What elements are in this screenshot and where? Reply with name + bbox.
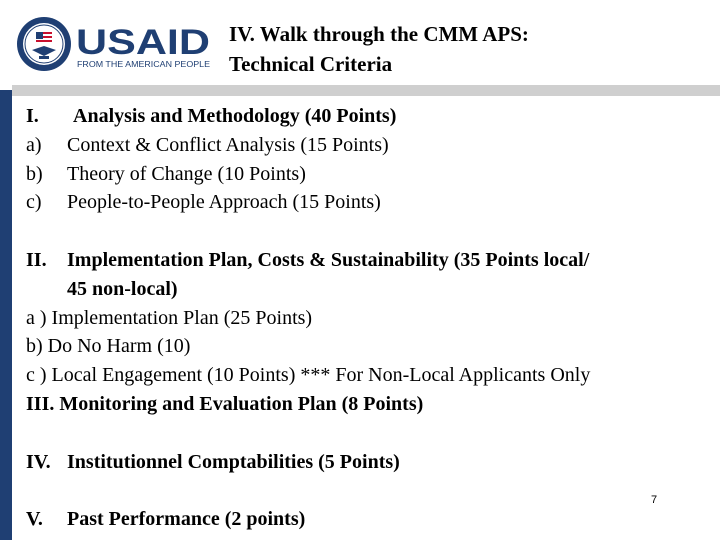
slide-title — [229, 19, 529, 79]
title-line-1: IV. Walk through the CMM APS: — [229, 22, 529, 46]
spacer — [26, 476, 716, 505]
section-2-item-c: c ) Local Engagement (10 Points) *** For Non-Local Applicants Only — [26, 364, 591, 387]
item-marker: c) — [26, 191, 42, 214]
section-4-label: Institutionnel Comptabilities (5 Points) — [67, 450, 400, 473]
spacer — [26, 419, 716, 448]
section-4-heading — [26, 448, 716, 477]
section-5-marker: V. — [26, 508, 43, 531]
spacer — [26, 217, 716, 246]
section-5-heading — [26, 505, 716, 534]
header-rule — [12, 85, 720, 96]
usaid-seal-icon — [17, 17, 71, 71]
item-label: Theory of Change (10 Points) — [67, 162, 306, 185]
section-2-label-line-2: 45 non-local) — [67, 277, 178, 300]
criteria-list — [26, 102, 716, 534]
section-1-label: Analysis and Methodology (40 Points) — [73, 105, 397, 127]
section-2-item-a: a ) Implementation Plan (25 Points) — [26, 306, 313, 329]
item-label: Context & Conflict Analysis (15 Points) — [67, 133, 389, 156]
section-1-item-b — [26, 160, 716, 189]
section-1-item-c — [26, 188, 716, 217]
section-1-marker: I. — [26, 105, 39, 127]
section-5-label: Past Performance (2 points) — [67, 508, 306, 531]
logo-wordmark: USAID — [76, 23, 210, 62]
page-number: 7 — [651, 494, 658, 506]
section-1-item-a — [26, 131, 716, 160]
section-2-item-b: b) Do No Harm (10) — [26, 335, 191, 358]
section-1-heading — [26, 102, 716, 131]
section-2-label-line-1: Implementation Plan, Costs & Sustainability (35 Points local/ — [67, 248, 590, 271]
usaid-logo — [14, 12, 214, 76]
title-line-2: Technical Criteria — [229, 52, 393, 76]
section-2-heading-cont — [26, 275, 716, 304]
logo-tagline: FROM THE AMERICAN PEOPLE — [77, 60, 210, 69]
side-accent-bar — [0, 90, 12, 540]
item-marker: b) — [26, 162, 43, 185]
section-3-heading: III. Monitoring and Evaluation Plan (8 Points) — [26, 392, 424, 415]
item-label: People-to-People Approach (15 Points) — [67, 191, 381, 214]
section-2-marker: II. — [26, 248, 47, 271]
item-marker: a) — [26, 133, 42, 156]
section-4-marker: IV. — [26, 450, 51, 473]
section-2-heading — [26, 246, 716, 275]
